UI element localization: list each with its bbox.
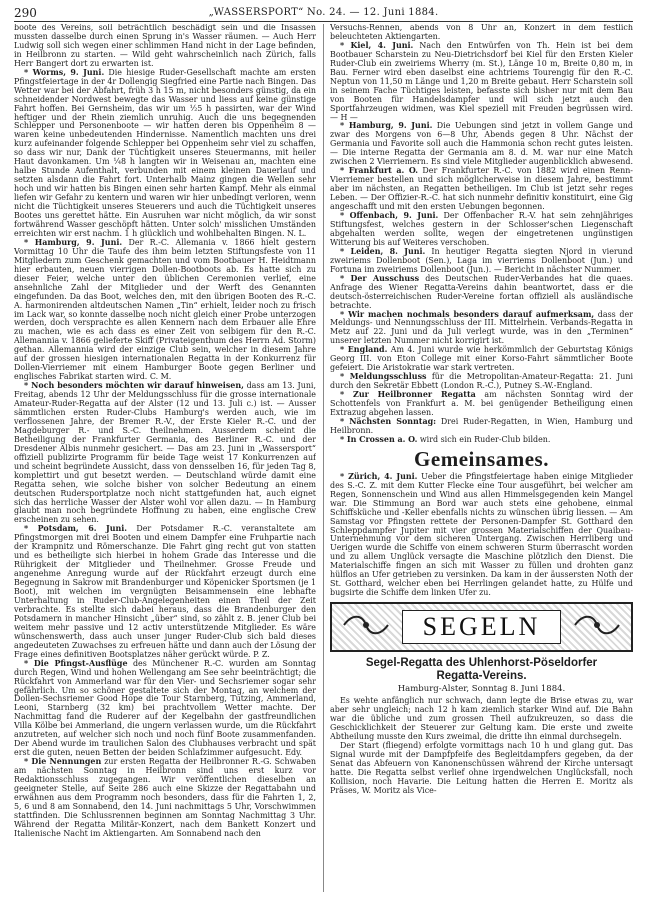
article-text: Die Uebungen sind jetzt in vollem Gange und zwar des Morgens von 6—8 Uhr, Abends gegen 8 Uhr. Nächst der Germania und Favorite soll auch die Hammonia schon recht gutes leisten. — Die interne Regatta der Germania am 8. d. M. war nur eine Match zwischen 2 Vierriemern. Es sind viele Mitglieder augenblicklich abwesend. [330, 121, 633, 167]
article-paragraph [14, 525, 316, 659]
article-paragraph [330, 473, 633, 598]
article-dateline: * Meldungsschluss [340, 372, 427, 382]
article-text: Versuchs-Rennen, abends von 8 Uhr an, Konzert in dem festlich beleuchteten Aktiengarten. [330, 24, 633, 41]
article-text: Drei Ruder-Regatten, in Wien, Hamburg und Heilbronn. [330, 416, 633, 435]
article-dateline: * Der Ausschuss [340, 273, 420, 283]
regatta-paragraph: Es wehte anfänglich nur schwach, dann legte die Brise etwas zu, war aber sehr ungleich; nach 12 h kam ziemlich starker Wind auf. Die Bahn war die übliche und zum grossen Theil aufzukreuzen, so dass die Geschicklichkeit der Steuerer zur Geltung kam. Die erste und zweite Abtheilung musste den Kurs zweimal, die dritte ihn einmal durchsegeln. [330, 696, 633, 741]
article-text: Der Potsdamer R.-C. veranstaltete am Pfingstmorgen mit drei Booten und einem Dampfer eine Fruhpartie nach der Krampnitz und Römerschanze. Die Fahrt ging recht gut von statten und es betheiligte sich hierbei in hohem Grade das Interesse und die Rührigkeit der Mitglieder und Theilnehmer. Grosse Freude und angenehme Anregung wurde auf der Rückfahrt erzeugt durch eine Begegnung in Sakrow mit Brandenburger und Köpenicker Sportsmen (je 1 Boot), mit welchen im vergnügten Beisammensein eine lebhafte Unterhaltung in Ruder-Club-Angelegenheiten einen Theil der Zeit verbrachte. Es stellte sich dabei heraus, dass die Brandenburger den Potsdamern in mancher Hinsicht „über“ sind, so zählt z. B. jener Club bei weitem mehr passive und 12 activ unterstützende Mitglieder. Es wäre wünschenswerth, dass auch unser junger Ruder-Club sich bald dieses angedeuteten Zuwachses zu erfreuen hätte und dann auch der Lösung der Frage eines definitiven Bootsplatzes näher gerückt würde. P. Z. [14, 524, 316, 659]
article-text: am nächsten Sonntag wird der Schottenfels von Frankfurt a. M. bei genügender Betheiligung einen Extrazug abgehen lassen. [330, 390, 633, 417]
regatta-body [330, 697, 633, 795]
header-rule [14, 21, 633, 22]
article-text: Der R.-C. Allemania v. 1866 hielt gestern Vormittag 10 Uhr die Taufe des ihm beim letzten Stiftungsfeste von 11 Mitgliedern zum Geschenk gemachten und vom Bootbauer H. Heidtmann hier erbauten, neuen vierrigen Dollen-Bootboots ab. Es hatte sich zu dieser Feier, welche unter den üblichen Ceremonien verlief, eine ansehnliche Zahl der Mitglieder und der Werft des Genannten eingefunden. Da das Boot, welches den, mit den übrigen Booten des R.-C. A. harmonirenden altdeutschen Namen „Tin“ erhielt, leider noch zu frisch im Lack war, so konnte dasselbe noch nicht gleich einer Probe unterzogen werden, doch versprachte es allen Kennern nach dem Erbauer alle Ehre zu machen, wie es ach dass es einer Zeit von selbigem für den R.-C. Allemannia v. 1866 gelieferte Skiff (Privateigenthum des Herrn Ad. Storm) gethan. Allemannia wird der einzige Club sein, welcher in diesem Jahre auf der grossen hiesigen internationalen Regatta in der Konkurrenz für Dollen-Vierriemer mit einem Hamburger Boote gegen Berliner und englisches Fabrikat starten wird. C. M. [14, 237, 316, 382]
article-dateline: * Worms, 9. Juni. [24, 67, 105, 77]
article-paragraph [330, 24, 633, 42]
page-number: 290 [14, 6, 37, 20]
article-paragraph [14, 239, 316, 382]
article-dateline: * Die Pfingst-Ausflüge [24, 658, 128, 668]
ornament-right-icon [573, 614, 621, 636]
article-dateline: * Die Nennungen [24, 757, 102, 767]
article-dateline: * England. [340, 345, 388, 355]
regatta-title-line1: Segel-Regatta des Uhlenhorst-Pöseldorfer [365, 657, 598, 670]
article-paragraph [330, 167, 633, 212]
section-title-gemeinsames: Gemeinsames. [414, 446, 549, 471]
article-text: Der Offenbacher R.-V. hat sein zehnjähriges Stiftungsfest, welches gestern in der Schlosser'schen Liegenschaft abgehalten werden sollte, wegen der eingetretenen ungünstigen Witterung bis auf Weiteres verschoben. [330, 211, 633, 247]
article-text: dass am 13. Juni, Freitag, abends 12 Uhr der Meldungsschluss für die grosse internationale Amateur-Ruder-Regatta auf der Alster (12 und 13. Juli c.) ist. — Ausser sämmtlichen ersten Ruder-Clubs Hamburg's werden auch, wie im verflossenen Jahre, der Bremer R.-V., der Erste Kieler R.-C. und der Magdeburger R.- und S.-C. theilnehmen. Ausserdem scheint die Betheiligung der Frankfurter Germania, des Berliner R.-C. und der Dresdener Albis nunmehr gesichert. — Das am 23. Juni in „Wassersport“ offiziell publizirte Programm für beide Tage weist 17 Konkurrenzen auf und scheint begründete Aussicht, dass von densselben 16, für jeden Tag 8, komplettirt und gut besetzt werden. — Deutschland würde damit eine Regatta sehen, wie solche bisher von solcher Bedeutung an einem deutschen Rudersportplatze noch nicht stattgefunden hat, auch eignet sich das herrliche Wasser der Alster wohl vor allen dazu. — In Hamburg glaubt man noch begründete Hoffnung zu haben, eine englische Crew erscheinen zu sehen. [14, 381, 316, 525]
news-items [330, 24, 633, 445]
article-paragraph [330, 248, 633, 275]
article-text: Der Frankfurter R.-C. von 1882 wird einen Renn-Vierriemer bestellen und sich möglicherweise in diesem Jahre, bestimmt aber im nächsten, an Regatten betheiligen. Im Club ist jetzt sehr reges Leben. — Der Offizier-R.-C. hat sich nunmehr definitiv konstituirt, eine Gig angeschafft und mit den ersten Uebungen begonnen. [330, 166, 633, 212]
article-paragraph [330, 122, 633, 167]
article-dateline: * Leiden, 8. Juni. [340, 246, 426, 256]
article-paragraph [330, 212, 633, 248]
article-dateline: * Noch besonders möchten wir darauf hinweisen, [24, 381, 244, 391]
article-text: boote des Vereins, soll beträchtlich beschädigt sein und die Insassen mussten dasselbe durch einen Sprung in's Wasser räumen. — Auch Herr Ludwig soll sich wegen einer schlimmen Hand nicht in der Lage befinden, in Heilbronn zu starten. — Wild geht wahrscheinlich nach Zürich, falls Herr Bangert dort zu erwarten ist. [14, 24, 316, 68]
article-text: In heutiger Regatta siegten Njord in vierund zweiriems Dollenboot (Sen.), Laga im vierriems Dollenboot (Jun.) und Fortuna im zweiriems Dollenboot (Jun.). — Bericht in nächster Nummer. [330, 246, 633, 274]
regatta-title [330, 657, 633, 683]
banner-title: SEGELN [422, 611, 541, 641]
article-dateline: * Zürich, 4. Juni. [340, 471, 418, 481]
article-text: des Münchener R.-C. wurden am Sonntag durch Regen, Wind und hohen Wellengang am See sehr beeinträchtigt; die Rückfahrt von Ammerland war für den Vier- und Sechsriemer sogar sehr gefährlich. Um so schöner gestaltete sich der Montag, an welchem der Dollen-Sechsriemer Good Hope die Tour Starnberg, Tutzing, Ammerland, Leoni, Starnberg (32 km) bei prachtvollem Wetter machte. Der Nachmittag fand die Ruderer auf der Kegelbahn der gastfreundlichen Villa Kölbe bei Ammerland, die ungern verlassen wurde, um die Rückfahrt anzutreten, auf welcher sich noch und noch fünf Boote zusammenfanden. Der Abend wurde im traulichen Salon des Clubhauses verbracht und spät erst die guten, neuen Betten der beiden Schlafzimmer aufgesucht. Edy. [14, 658, 316, 758]
regatta-title-line2: Regatta-Vereins. [436, 670, 527, 683]
article-text: wird sich ein Ruder-Club bilden. [417, 434, 551, 444]
gemeinsames-body [330, 473, 633, 598]
article-paragraph [330, 418, 633, 436]
ornament-left-icon [342, 614, 390, 636]
article-text: für die Metropolitan-Amateur-Regatta: 21. Juni durch den Sekretär Ebbett (London R.-C.), Putney S.-W.-England. [330, 372, 633, 391]
running-title: „WASSERSPORT“ No. 24. — 12. Juni 1884. [208, 7, 439, 18]
article-dateline: * In Crossen a. O. [340, 434, 418, 444]
article-dateline: * Hamburg, 9. Juni. [24, 237, 123, 247]
article-text: Nach den Entwürfen von Th. Hein ist bei dem Bootbauer Scharstein zu Neu-Dietrichsdorf bei Kiel für den Ersten Kieler Ruder-Club ein zweiriems Wherry (m. St.), Länge 10 m, Breite 0,80 m, in Bau. Ferner wird eben daselbst eine achtriems Tourengig für den R.-C. Neptun von 11,50 m Länge und 1,20 m Breite gebaut. Herr Scharstein soll in seinem Fache Tüchtiges leisten, befasste sich bisher nur mit dem Bau von Booten für Handelsdampfer und will sich jetzt auch den Sportfahrzeugen widmen, was Kiel speziell mit Freuden begrüssen wird. — H — [330, 40, 633, 122]
segeln-banner [330, 602, 633, 652]
article-paragraph [330, 311, 633, 347]
column-separator [323, 24, 324, 892]
regatta-paragraph: Der Start (fliegend) erfolgte vormittags nach 10 h und glang gut. Das Signal wurde mit der Dampfpfeife des Begleitdampfers gegeben, da der Senat das Abfeuern von Kanonenschüssen während der Kirche untersagt hatte. Die Regatta selbst verlief ohne irgendwelchen Unglücksfall, noch Kollision, noch Havarie. Die Leitung hatten die Herren E. Moritz als Präses, W. Moritz als Vice- [330, 740, 633, 795]
page-header [14, 6, 633, 21]
article-paragraph [330, 275, 633, 311]
article-text: Ueber die Pfingstfeiertage haben einige Mitglieder des S.-C. Z. mit dem Kutter Flecke eine Tour ausgeführt, bei welcher am Regen, Sonnenschein und Wind aus allen Himmelsgegenden kein Mangel war. Die Stimmung an Bord war auch stets eine gehobene, einmal Schiffsküche und -Keller ebenfalls nichts zu wünschen übrig liessen. — Am Samstag vor Pfingsten rettete der Personen-Dampfer St. Gotthard den Schleppdampfer Jupiter mit vier grossen Materialschiffen der Quaibau-Unternehmung vor dem sicheren Untergang. Zwischen Herrliberg und Uerigen wurde die Schiffe von einem schweren Sturm überrascht worden und zu allem Unglück versagte die Maschine plötzlich den Dienst. Die Materialschiffe fingen an sich mit Wasser zu füllen und drohten ganz hülflos an Ufer getrieben zu versinken. Da kam in der äussersten Noth der St. Gotthard, welcher eben bei Herrlingen gelandet hatte, zu Hülfe und bugsirte die Schiffe dem linken Ufer zu. [330, 471, 633, 598]
left-column [14, 24, 316, 892]
article-text: zur ersten Regatta der Heilbronner R.-G. Schwaben am nächsten Sonntag in Heilbronn sind uns erst kurz vor Redaktionsschluss zugegangen. Wir veröffentlichen dieselben an geeigneter Stelle, auf Seite 286 auch eine Skizze der Regattabahn und erwähnen aus dem Programm noch besonders, dass für die Fahrten 1, 2, 5, 6 und 8 am Sonnabend, den 14. Juni nachmittags 5 Uhr, Vorschwimmen stattfinden. Die Schlussrennen beginnen am Sonntag Nachmittag 3 Uhr. Während der Regatta Militär-Konzert, nach dem Bankett Konzert und Italienische Nacht im Aktiengarten. Am Sonnabend nach den [14, 757, 316, 838]
article-paragraph [330, 436, 633, 445]
article-dateline: * Frankfurt a. O. [340, 166, 419, 176]
article-paragraph [330, 346, 633, 373]
right-column [330, 24, 633, 892]
article-dateline: * Kiel, 4. Juni. [340, 40, 414, 50]
article-paragraph [14, 758, 316, 839]
article-dateline: * Wir machen nochmals besonders darauf aufmerksam, [340, 309, 595, 319]
article-paragraph [330, 42, 633, 123]
article-text: des Deutschen Ruder-Verbandes hat die quaes. Anfrage des Wiener Regatta-Vereins dahin beantwortet, dass er die deutsch-österreichischen Ruder-Vereine fortan offiziell als ausländische betrachte. [330, 273, 633, 310]
article-dateline: * Potsdam, 6. Juni. [24, 524, 128, 534]
regatta-subtitle: Hamburg-Alster, Sonntag 8. Juni 1884. [397, 684, 566, 695]
article-paragraph [330, 391, 633, 418]
article-dateline: * Nächsten Sonntag: [340, 416, 437, 426]
article-paragraph [14, 660, 316, 758]
article-paragraph [14, 24, 316, 69]
article-paragraph [14, 382, 316, 525]
article-dateline: * Hamburg, 9. Juni. [340, 121, 433, 131]
article-text: Am 4. Juni wurde wie herkömmlich der Geburtstag Königs Georg III. von Eton College mit einer Korso-Fahrt sämmtlicher Boote gefeiert. Die Aristokratie war stark vertreten. [330, 345, 633, 373]
article-dateline: * Zur Heilbronner Regatta [340, 390, 476, 400]
article-text: dass der Meldungs- und Nennungsschluss der III. Mittelrhein. Verbands-Regatta in Metz auf 22. Juni und da Juli verlegt wurde, was in den „Terminen“ unserer letzten Nummer nicht korrigirt ist. [330, 309, 633, 346]
banner-frame [402, 610, 561, 644]
article-dateline: * Offenbach, 9. Juni. [340, 211, 439, 221]
article-paragraph [14, 69, 316, 239]
article-paragraph [330, 373, 633, 391]
article-text: Die hiesige Ruder-Gesellschaft machte am ersten Pfingstfeiertage in der 4r Dollengig Siegfried eine Partie nach Bingen. Das Wetter war bei der Abfahrt, früh 3 h 15 m, nicht besonders günstig, da ein schneidender Nordwest bewegte das Wasser und liess auf keine günstige Fahrt hoffen. Bei Gernsheim, das wir um ½5 h passirten, war der Wind heftiger und der Rhein ziemlich unruhig. Auch die uns begegnenden Schlepper und Personenboote — wir hatten deren bis Oppenheim 8 — waren keine unbedeutenden Hindernisse. Namentlich machten uns drei kurz aufeinander folgende Schlepper bei Oppenheim sehr viel zu schaffen, so dass wir nur, Dank der Tüchtigkeit unseres Steuermanns, mit heiler Haut davonkamen. Um ¼8 h langten wir in Weisenau an, machten eine halbe Stunde Aufenthalt, verbunden mit einem kleinen Dauerlauf und setzten alsdann die Fahrt fort. Unterhalb Mainz gingen die Wellen sehr hoch und wir hatten bis Bingen einen sehr harten Kampf. Mehr als einmal liefen wir Gefahr zu kentern und waren wir hier unbedingt verloren, wenn nicht die Tüchtigkeit unseres Steuerers und auch die Tüchtigkeit unseres Bootes uns gerettet hätte. Ein Ausruhen war nicht möglich, da wir sonst fortwährend Wasser geschöpft hätten. Unter solch' misslichen Umständen erreichten wir erst nachm. 1 h glücklich und wohlbehalten Bingen. N. L. [14, 67, 316, 238]
